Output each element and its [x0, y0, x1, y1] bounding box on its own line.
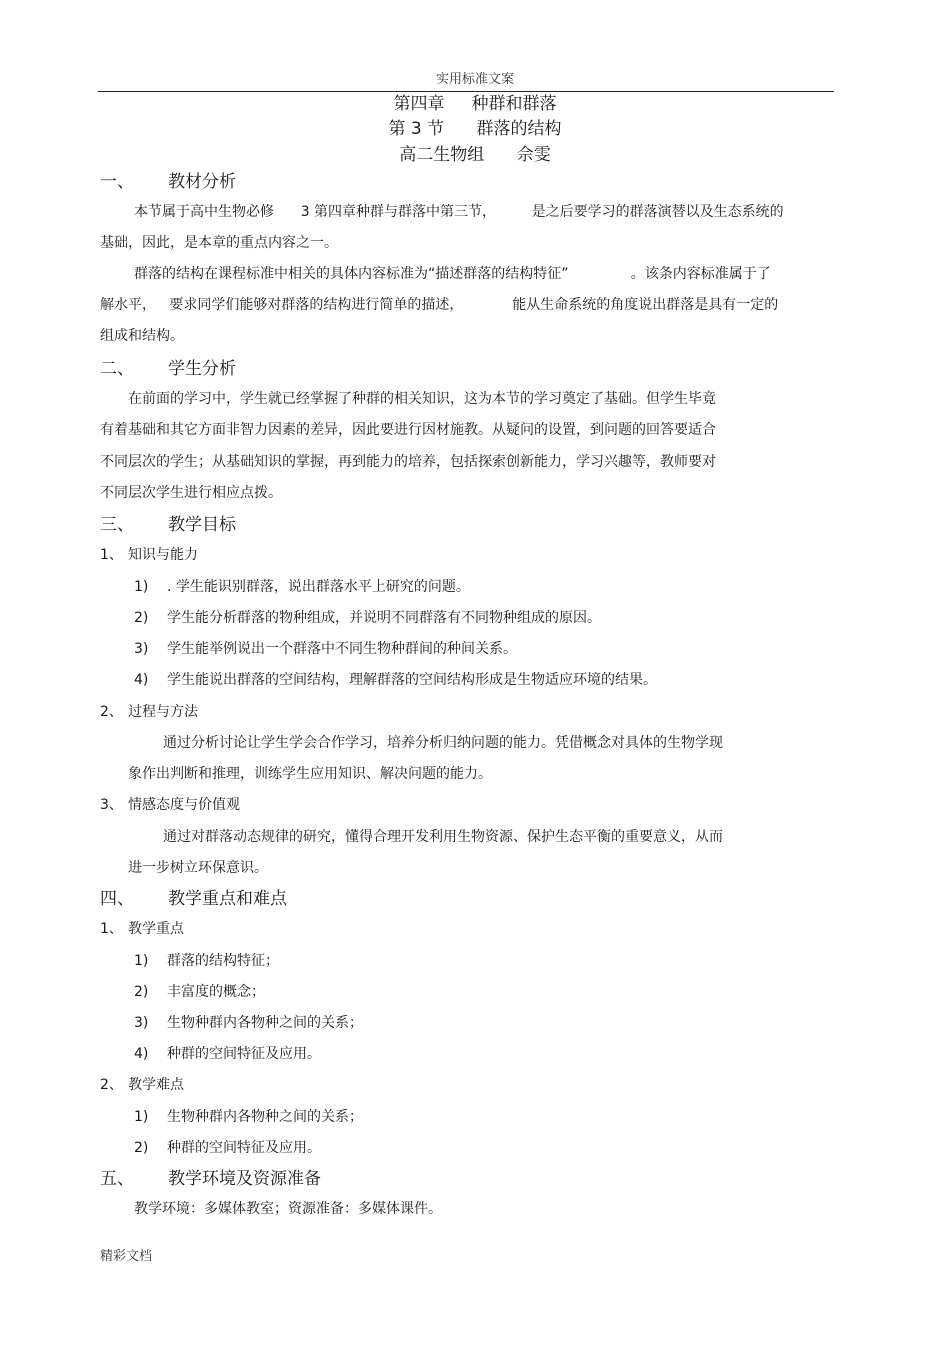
list-text: 群落的结构特征； [167, 953, 279, 969]
paragraph-line: 象作出判断和推理，训练学生应用知识、解决问题的能力。 [128, 766, 492, 782]
subsection-heading [100, 795, 240, 815]
list-number: 2) [134, 1140, 149, 1156]
list-text: 学生能举例说出一个群落中不同生物种群间的种间关系。 [167, 641, 517, 657]
section-heading-text: 教学目标 [168, 515, 236, 535]
list-item [134, 1138, 321, 1158]
paragraph-line: 基础，因此，是本章的重点内容之一。 [100, 235, 338, 251]
section-heading-3 [100, 513, 236, 537]
section-heading-1 [100, 170, 236, 194]
list-number: 2) [134, 984, 149, 1000]
list-text: 种群的空间特征及应用。 [167, 1140, 321, 1156]
list-text: 学生能分析群落的物种组成，并说明不同群落有不同物种组成的原因。 [167, 610, 601, 626]
subsection-number: 1、 [100, 547, 123, 563]
list-number: 4) [134, 672, 149, 688]
chapter-title: 第四章 种群和群落 [393, 94, 557, 114]
section-number: 一、 [100, 172, 134, 192]
list-item [134, 1013, 363, 1033]
list-item [134, 670, 657, 690]
list-number: 4) [134, 1046, 149, 1062]
subsection-number: 2、 [100, 1077, 123, 1093]
list-item [134, 1107, 363, 1127]
subsection-heading [100, 702, 198, 722]
list-item [134, 639, 517, 659]
list-number: 3) [134, 641, 149, 657]
author-line: 高二生物组 佘雯 [399, 145, 551, 165]
list-text: 生物种群内各物种之间的关系； [167, 1109, 363, 1125]
paragraph-line: 组成和结构。 [100, 328, 184, 344]
list-item [134, 982, 265, 1002]
page-footer: 精彩文档 [100, 1249, 153, 1264]
paragraph-line: 解水平， 要求同学们能够对群落的结构进行简单的描述， 能从生命系统的角度说出群落是具有一定的 [100, 297, 779, 313]
paragraph-line: 不同层次的学生；从基础知识的掌握，再到能力的培养，包括探索创新能力，学习兴趣等，教师要对 [100, 454, 716, 470]
section-heading-text: 教材分析 [168, 172, 236, 192]
paragraph-line: 通过分析讨论让学生学会合作学习，培养分析归纳问题的能力。凭借概念对具体的生物学现 [163, 735, 723, 751]
section-title: 第 3 节 群落的结构 [388, 119, 562, 139]
page-header: 实用标准文案 [435, 72, 514, 87]
section-number: 五、 [100, 1169, 134, 1189]
subsection-title: 知识与能力 [128, 547, 198, 563]
list-item [134, 951, 279, 971]
subsection-title: 教学重点 [128, 921, 184, 937]
subsection-title: 过程与方法 [128, 704, 198, 720]
section-number: 三、 [100, 515, 134, 535]
section-heading-text: 学生分析 [168, 359, 236, 379]
section-number: 二、 [100, 359, 134, 379]
list-text: 学生能说出群落的空间结构，理解群落的空间结构形成是生物适应环境的结果。 [167, 672, 657, 688]
subsection-number: 1、 [100, 921, 123, 937]
list-text: . 学生能识别群落，说出群落水平上研究的问题。 [167, 579, 470, 595]
subsection-number: 2、 [100, 704, 123, 720]
list-number: 1) [134, 579, 149, 595]
section-number: 四、 [100, 889, 134, 909]
list-item [134, 577, 470, 597]
paragraph-line: 有着基础和其它方面非智力因素的差异，因此要进行因材施教。从疑问的设置，到问题的回答要适合 [100, 422, 716, 438]
list-text: 丰富度的概念； [167, 984, 265, 1000]
subsection-heading [100, 1075, 184, 1095]
section-heading-text: 教学重点和难点 [168, 889, 287, 909]
list-item [134, 608, 601, 628]
section-heading-2 [100, 357, 236, 381]
list-number: 1) [134, 1109, 149, 1125]
section-heading-text: 教学环境及资源准备 [168, 1169, 321, 1189]
paragraph-line: 本节属于高中生物必修 3 第四章种群与群落中第三节， 是之后要学习的群落演替以及生态系统的 [134, 204, 784, 220]
paragraph-line: 群落的结构在课程标准中相关的具体内容标准为“描述群落的结构特征” 。该条内容标准属于了 [134, 266, 771, 282]
subsection-number: 3、 [100, 797, 123, 813]
list-number: 2) [134, 610, 149, 626]
paragraph-line: 进一步树立环保意识。 [128, 860, 268, 876]
subsection-heading [100, 545, 198, 565]
paragraph-line: 通过对群落动态规律的研究，懂得合理开发利用生物资源、保护生态平衡的重要意义，从而 [163, 829, 723, 845]
subsection-title: 教学难点 [128, 1077, 184, 1093]
paragraph-line: 在前面的学习中，学生就已经掌握了种群的相关知识，这为本节的学习奠定了基础。但学生毕竟 [128, 391, 716, 407]
paragraph-line: 不同层次学生进行相应点拨。 [100, 485, 282, 501]
paragraph-line: 教学环境：多媒体教室；资源准备：多媒体课件。 [134, 1201, 442, 1217]
list-text: 生物种群内各物种之间的关系； [167, 1015, 363, 1031]
list-number: 1) [134, 953, 149, 969]
subsection-title: 情感态度与价值观 [128, 797, 240, 813]
list-item [134, 1044, 321, 1064]
section-heading-4 [100, 887, 287, 911]
list-number: 3) [134, 1015, 149, 1031]
subsection-heading [100, 919, 184, 939]
section-heading-5 [100, 1167, 321, 1191]
list-text: 种群的空间特征及应用。 [167, 1046, 321, 1062]
